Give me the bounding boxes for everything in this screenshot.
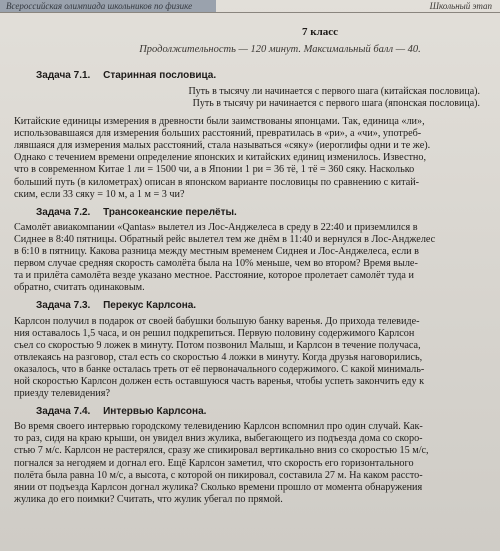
text-line: Однако с течением времени определение японских и китайских единиц изменилось. Известно, — [14, 152, 427, 164]
task-title: Трансокеанские перелёты. — [103, 206, 237, 218]
text-line: ния оставалось 1,5 часа, и он решил подкрепиться. Первую половину содержимого Карлсон — [14, 327, 415, 339]
exam-meta: Продолжительность — 120 минут. Максимальный балл — 40. — [139, 44, 421, 55]
task-body — [14, 421, 486, 506]
grade-title: 7 класс — [301, 26, 339, 38]
text-line: лявшаяся для измерения малых расстояний, стала называться «сяку» (иероглифы одни и те же). — [14, 140, 431, 152]
text-line: Во время своего интервью городскому телевидению Карлсон вспомнил про один случай. Как- — [14, 421, 423, 433]
text-line: полёта была равна 10 м/с, а высота, с которой он пикировал, составила 27 м. На каком рассто- — [14, 469, 423, 481]
text-line: Китайские единицы измерения в древности были заимствованы японцами. Так, единица «ли», — [14, 116, 425, 128]
text-line: янии от подъезда Карлсон догнал жулика? Сколько времени прошло от момента обнаружения — [14, 481, 423, 493]
task-body — [14, 116, 486, 201]
olympiad-title: Всероссийская олимпиада школьников по физике — [0, 0, 216, 12]
text-line: больший путь (в километрах) описан в японском варианте пословицы по сравнению с китай- — [14, 176, 420, 188]
task-title: Интервью Карлсона. — [103, 406, 207, 418]
text-line: жулика до его поимки? Считать, что жулик убегал по прямой. — [14, 493, 283, 505]
task-heading — [36, 207, 486, 219]
text-line: та и прилёта самолёта везде указано местное. Расстояние, которое пролетает самолёт туда и — [14, 270, 414, 282]
task-body — [14, 222, 486, 295]
text-line: Карлсон получил в подарок от своей бабушки большую банку варенья. До прихода телевиде- — [14, 315, 420, 327]
text-line: то раз, сидя на краю крыши, он увидел вниз жулика, выбегающего из подъезда дома со скоро- — [14, 433, 423, 445]
epigraph-line: Путь в тысячу ри начинается с первого шага (японская пословица). — [192, 98, 480, 110]
task-number: Задача 7.1. — [36, 70, 91, 81]
text-line: ским, если 33 сяку = 10 м, а 1 м = 3 чи? — [14, 188, 185, 200]
running-header — [0, 0, 500, 13]
epigraph-line: Путь в тысячу ли начинается с первого шага (китайская пословица). — [188, 86, 480, 98]
text-line: что в современном Китае 1 ли = 1500 чи, а в Японии 1 ри = 36 тё, 1 тё = 360 сяку. Насколько — [14, 164, 415, 176]
task-title: Перекус Карлсона. — [103, 300, 197, 312]
text-line: отвлекаясь на разговор, стал есть со скоростью 4 ложки в минуту. Когда друзья наговорились, — [14, 351, 423, 363]
task-heading — [36, 406, 486, 418]
text-line: стью 7 м/с. Карлсон не растерялся, сразу же спикировал вертикально вниз со скоростью 15 м/с, — [14, 445, 429, 457]
stage-label: Школьный этап — [429, 1, 492, 11]
task-number: Задача 7.3. — [36, 300, 91, 312]
task-heading — [36, 70, 486, 82]
tasks-content — [14, 64, 486, 506]
text-line: в 6:10 в пятницу. Какова разница между местным временем Сиднея и Лос-Анджелеса, если в — [14, 246, 419, 258]
text-line: съел со скоростью 9 ложек в минуту. Потом позвонил Малыш, и Карлсон в течение получаса, — [14, 339, 421, 351]
task-body — [14, 316, 486, 401]
task-epigraph — [14, 86, 480, 110]
text-line: первом случае средняя скорость самолёта была на 10% меньше, чем во втором? Время выле- — [14, 258, 418, 270]
text-line: приезду телевидения? — [14, 388, 110, 400]
task-number: Задача 7.4. — [36, 406, 91, 418]
text-line: использовавшаяся для измерения больших расстояний, превратилась в «ри», а «чи», употреб- — [14, 128, 422, 140]
text-line: обратно, считать одинаковым. — [14, 282, 145, 294]
text-line: погнался за негодяем и догнал его. Ещё Карлсон заметил, что скорость его горизонтального — [14, 457, 414, 469]
task-title: Старинная пословица. — [103, 70, 217, 81]
page-header — [0, 26, 500, 55]
text-line: Сиднее в 8:40 пятницы. Обратный рейс вылетел тем же днём в 11:40 и вернулся в Лос-Анджелес — [14, 233, 436, 245]
task-heading — [36, 300, 486, 312]
text-line: оказалось, что в банке осталась треть от её первоначального содержимого. С какой минималь- — [14, 363, 425, 375]
text-line: Самолёт авиакомпании «Qantas» вылетел из Лос-Анджелеса в среду в 22:40 и приземлился в — [14, 221, 418, 233]
text-line: ной скоростью Карлсон должен есть оставшуюся часть варенья, чтобы успеть закончить еду к — [14, 375, 425, 387]
task-number: Задача 7.2. — [36, 206, 91, 218]
